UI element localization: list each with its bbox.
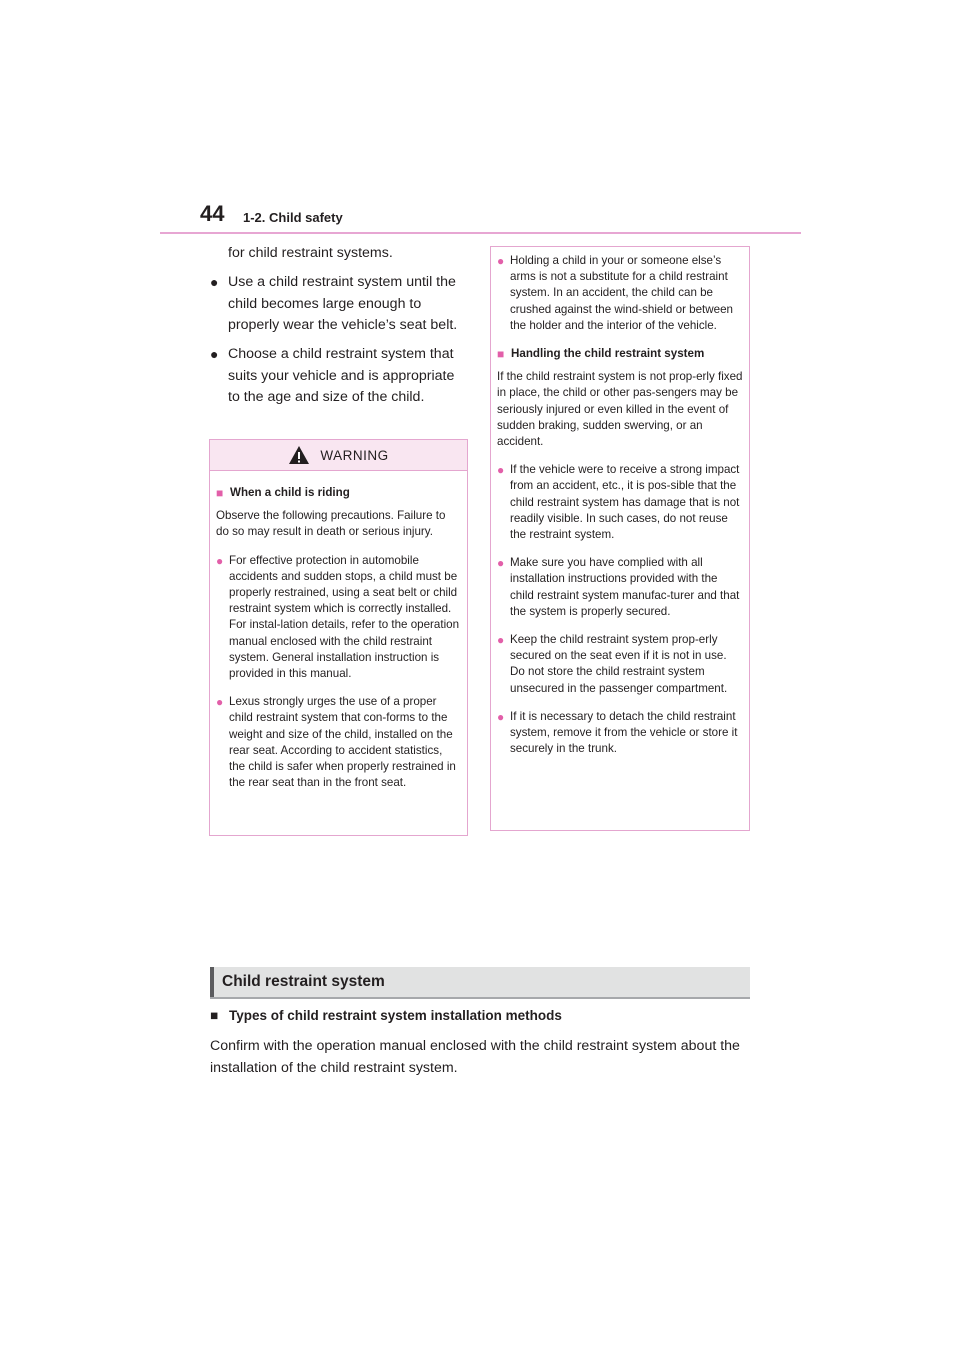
subsection-heading-text: Types of child restraint system installation methods bbox=[229, 1008, 562, 1023]
warning-title: WARNING bbox=[320, 447, 389, 463]
warning-header bbox=[210, 440, 467, 471]
body-paragraph: Confirm with the operation manual enclosed with the child restraint system about the installation of the child restraint system. bbox=[210, 1038, 740, 1076]
list-item bbox=[210, 272, 468, 337]
bullet-icon: ● bbox=[497, 254, 505, 268]
handling-intro: If the child restraint system is not prop-erly fixed in place, the child or other pas-sengers may be seriously injured or even killed in the event of sudden braking, sudden swerving, or an accident. bbox=[497, 370, 743, 449]
list-item bbox=[497, 253, 743, 334]
left-column bbox=[210, 243, 468, 409]
bullet-icon: ● bbox=[497, 709, 505, 724]
warning-item-text: Lexus strongly urges the use of a proper child restraint system that con-forms to the weight and size of the child, installed on the rear seat. According to accident statistics, the child is safer when properly restrained in the rear seat than in the front seat. bbox=[229, 695, 456, 790]
square-icon: ■ bbox=[210, 1008, 219, 1023]
warning-triangle-icon bbox=[288, 445, 310, 465]
warning-subhead bbox=[216, 485, 461, 501]
list-item bbox=[497, 632, 743, 697]
bullet-icon: ● bbox=[497, 463, 505, 478]
section-heading bbox=[210, 967, 750, 999]
warning-item-text: If the vehicle were to receive a strong impact from an accident, etc., it is pos-sible that the child restraint system has damage that is not readily visible. In such cases, do not reuse the restraint system. bbox=[510, 463, 740, 542]
bullet-icon: ● bbox=[210, 274, 219, 290]
bullet-text: Use a child restraint system until the child becomes large enough to properly wear the vehicle’s seat belt. bbox=[228, 274, 458, 333]
warning-box bbox=[209, 439, 468, 836]
warning-item-text: For effective protection in automobile accidents and sudden stops, a child must be properly restrained, using a seat belt or child restraint system which is correctly installed. For instal-lation details, refer to the operation manual enclosed with the child restraint system. General installation instruction is provided in this manual. bbox=[229, 553, 460, 681]
warning-intro: Observe the following precautions. Failure to do so may result in death or serious injury. bbox=[216, 509, 446, 539]
subsection-heading bbox=[210, 1008, 562, 1023]
list-item bbox=[497, 462, 743, 543]
bullet-icon: ● bbox=[497, 556, 505, 571]
bullet-icon: ● bbox=[210, 346, 219, 362]
list-item bbox=[497, 709, 743, 758]
warning-item-text: Holding a child in your or someone else’s arms is not a substitute for a child restraint system. In an accident, the child can be crushed against the wind-shield or between the holder and the interior of the vehicle. bbox=[510, 254, 733, 332]
handling-subhead bbox=[497, 346, 743, 362]
heading-accent-bar bbox=[210, 967, 214, 997]
warning-continuation-box bbox=[490, 246, 750, 831]
bullet-icon: ● bbox=[216, 695, 224, 710]
warning-item-text: If it is necessary to detach the child restraint system, remove it from the vehicle or store it securely in the trunk. bbox=[510, 709, 738, 756]
page-number: 44 bbox=[200, 201, 225, 226]
handling-subhead-text: Handling the child restraint system bbox=[511, 347, 705, 361]
section-title: 1-2. Child safety bbox=[243, 210, 343, 225]
bullet-icon: ● bbox=[216, 553, 224, 568]
list-item bbox=[497, 555, 743, 620]
warning-item-text: Keep the child restraint system prop-erly secured on the seat even if it is not in use. Do not store the child restraint system unsecured in the passenger compartment. bbox=[510, 633, 728, 695]
warning-subhead-text: When a child is riding bbox=[230, 486, 350, 499]
bullet-text: Choose a child restraint system that suits your vehicle and is appropriate to the age and size of the child. bbox=[228, 346, 455, 405]
bullet-icon: ● bbox=[497, 633, 505, 648]
list-item bbox=[216, 553, 461, 683]
square-icon: ■ bbox=[497, 347, 505, 362]
list-item bbox=[210, 344, 468, 409]
square-icon: ■ bbox=[216, 486, 224, 500]
section-heading-text: Child restraint system bbox=[222, 973, 385, 990]
header-divider bbox=[160, 232, 801, 234]
warning-item-text: Make sure you have complied with all installation instructions provided with the child restraint system manufac-turer and that the system is properly secured. bbox=[510, 556, 740, 618]
continuation-text: for child restraint systems. bbox=[228, 245, 393, 261]
list-item bbox=[216, 694, 461, 791]
